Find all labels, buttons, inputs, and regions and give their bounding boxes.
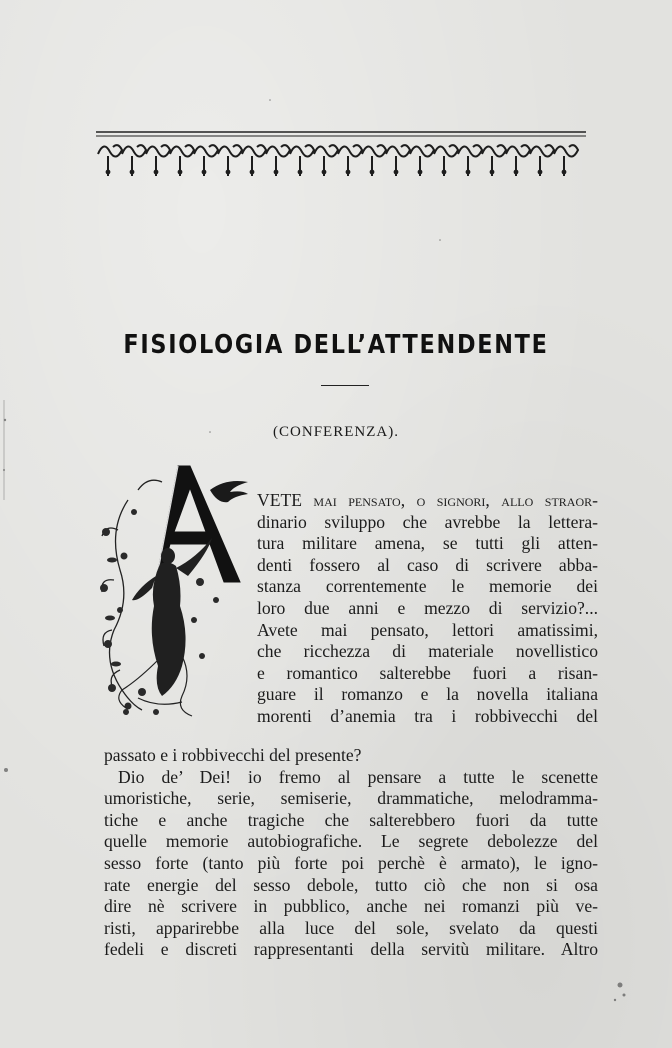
text-line: stanza correntemente le memorie dei xyxy=(257,576,598,597)
chapter-title: FISIOLOGIA DELL’ATTENDENTE xyxy=(123,330,549,360)
text-line: rate energie del sesso debole, tutto ciò che non si osa xyxy=(104,874,598,895)
opening-words: VETE mai pensato, o signori, allo straor- xyxy=(257,490,598,510)
decorative-header-border xyxy=(96,130,586,180)
text-line: sesso forte (tanto più forte poi perchè è armato), le igno- xyxy=(104,852,598,873)
text-line: Dio de’ Dei! io fremo al pensare a tutte le scenette xyxy=(118,766,598,787)
text-line xyxy=(257,490,598,512)
text-line: guare il romanzo e la novella italiana xyxy=(257,684,598,705)
text-line: tiche e anche tragiche che salterebbero fuori da tutte xyxy=(104,809,598,830)
text-line: dire nè scrivere in pubblico, anche nei romanzi più ve- xyxy=(104,896,598,917)
text-line: che ricchezza di materiale novellistico xyxy=(257,641,598,662)
text-line: umoristiche, serie, semiserie, drammatiche, melodramma- xyxy=(104,788,598,809)
paragraph-full-width xyxy=(104,745,598,961)
text-line: risti, apparirebbe alla luce del sole, svelato da questi xyxy=(104,917,598,938)
chapter-subtitle: (CONFERENZA). xyxy=(273,424,399,440)
text-line: tura militare amena, se tutti gli atten- xyxy=(257,533,598,554)
paragraph-1-wrapped xyxy=(257,490,598,728)
text-line: passato e i robbivecchi del presente? xyxy=(104,745,362,765)
text-line: loro due anni e mezzo di servizio?... xyxy=(257,597,598,618)
text-line: e romantico salterebbe fuori a risan- xyxy=(257,662,598,683)
illustrated-drop-cap xyxy=(98,460,250,722)
text-line: dinario sviluppo che avrebbe la lettera- xyxy=(257,511,598,532)
text-line: Avete mai pensato, lettori amatissimi, xyxy=(257,619,598,640)
text-line: fedeli e discreti rappresentanti della servitù militare. Altro xyxy=(104,939,598,960)
text-line: quelle memorie autobiografiche. Le segrete debolezze del xyxy=(104,831,598,852)
text-line: denti fossero al caso di scrivere abba- xyxy=(257,554,598,575)
text-line: morenti d’anemia tra i robbivecchi del xyxy=(257,705,598,726)
title-rule xyxy=(321,385,369,386)
